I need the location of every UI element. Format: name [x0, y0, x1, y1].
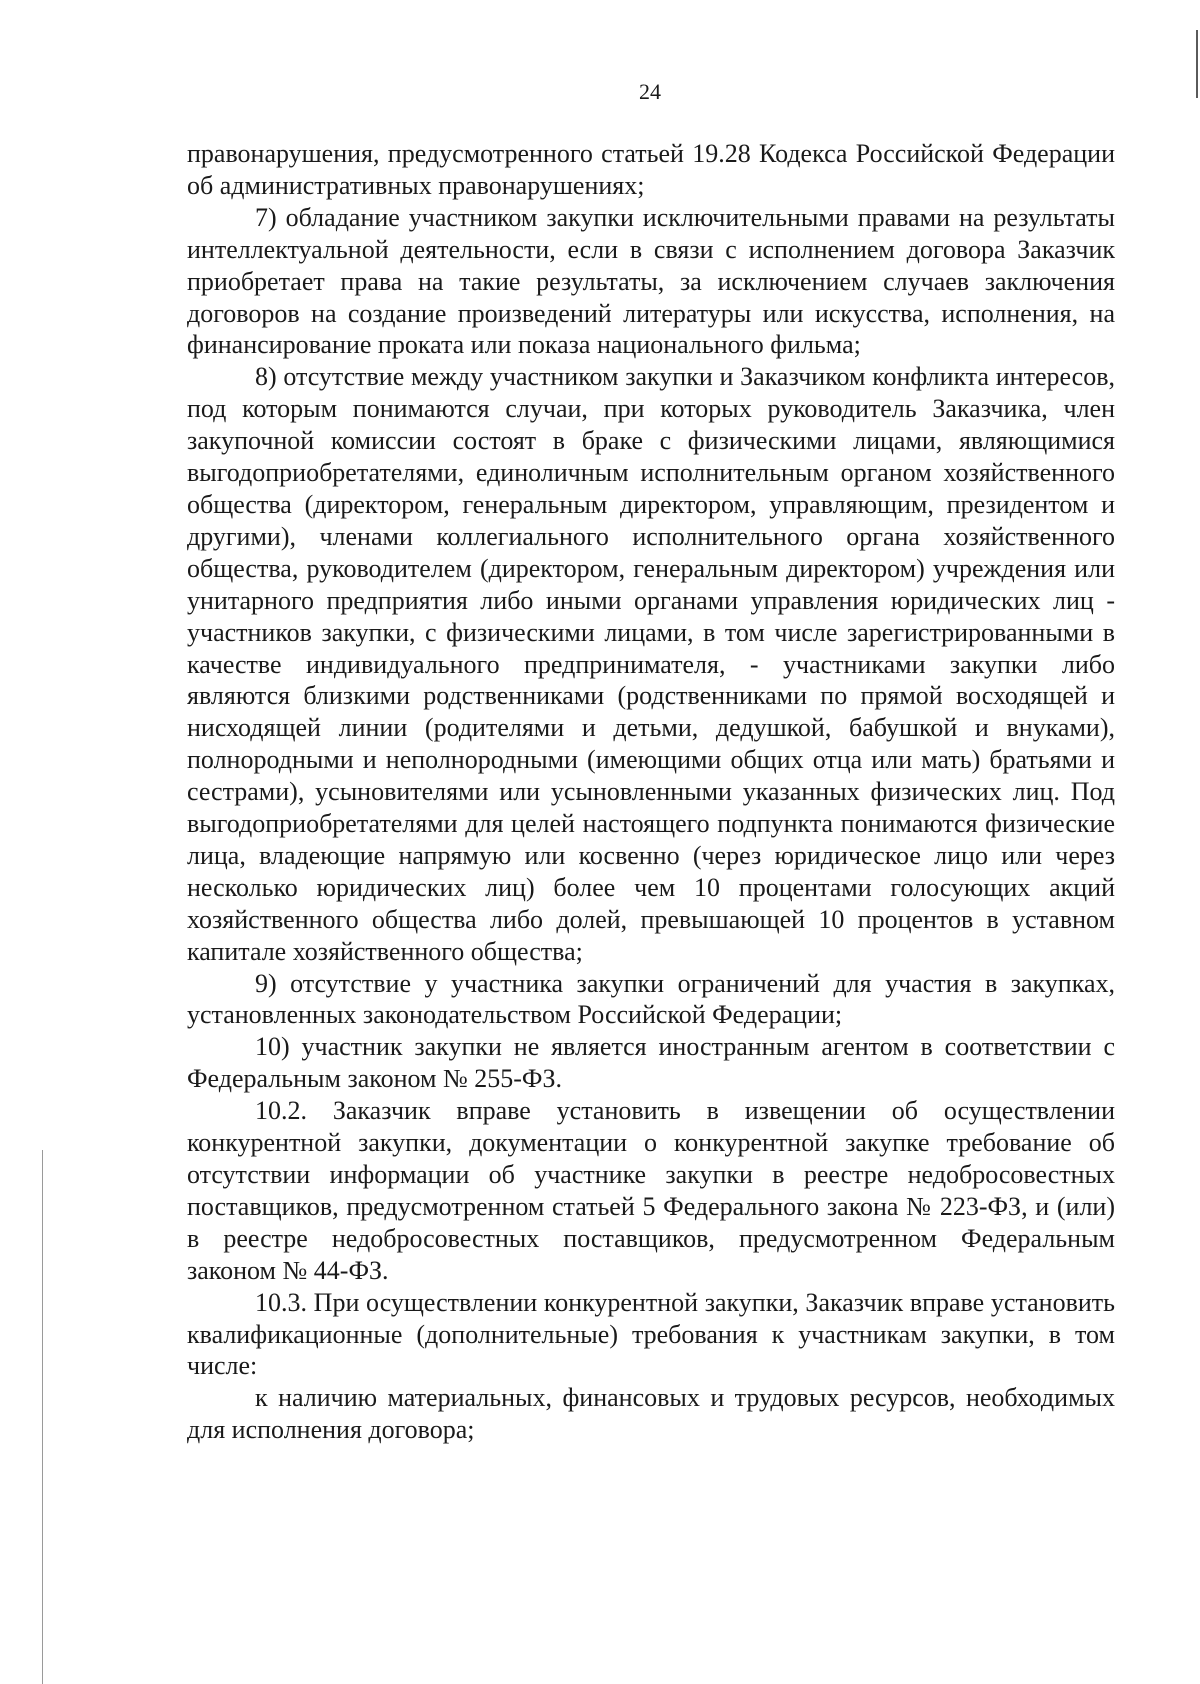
page-number: 24 [639, 79, 661, 104]
list-item-9: 9) отсутствие у участника закупки ограничений для участия в закупках, установленных законодательством Российской Федерации; [187, 968, 1115, 1030]
document-body [187, 138, 1115, 1446]
list-item-7: 7) обладание участником закупки исключительными правами на результаты интеллектуальной деятельности, если в связи с исполнением договора Заказчик приобретает права на такие результаты, за исключением случаев заключения договоров на создание произведений литературы или искусства, исполнения, на финансирование проката или показа национального фильма; [187, 202, 1115, 360]
requirement-item: к наличию материальных, финансовых и трудовых ресурсов, необходимых для исполнения договора; [187, 1383, 1115, 1445]
list-item-8: 8) отсутствие между участником закупки и Заказчиком конфликта интересов, под которым понимаются случаи, при которых руководитель Заказчика, член закупочной комиссии состоят в браке с физическими лицами, являющимися выгодоприобретателями, единоличным исполнительным органом хозяйственного общества (директором, генеральным директором, управляющим, президентом и другими), членами коллегиального исполнительного органа хозяйственного общества, руководителем (директором, генеральным директором) учреждения или унитарного предприятия либо иными органами управления юридических лиц - участников закупки, с физическими лицами, в том числе зарегистрированными в качестве индивидуального предпринимателя, - участниками закупки либо являются близкими родственниками (родственниками по прямой восходящей и нисходящей линии (родителями и детьми, дедушкой, бабушкой и внуками), полнородными и неполнородными (имеющими общих отца или мать) братьями и сестрами), усыновителями или усыновленными указанных физических лиц. Под выгодоприобретателями для целей настоящего подпункта понимаются физические лица, владеющие напрямую или косвенно (через юридическое лицо или через несколько юридических лиц) более чем 10 процентами голосующих акций хозяйственного общества либо долей, превышающей 10 процентов в уставном капитале хозяйственного общества; [187, 362, 1115, 966]
scan-edge-mark [42, 1150, 43, 1684]
clause-10-2: 10.2. Заказчик вправе установить в извещении об осуществлении конкурентной закупки, документации о конкурентной закупке требование об отсутствии информации об участнике закупки в реестре недобросовестных поставщиков, предусмотренном статьей 5 Федерального закона № 223-ФЗ, и (или) в реестре недобросовестных поставщиков, предусмотренном Федеральным законом № 44-ФЗ. [187, 1096, 1115, 1285]
clause-10-3: 10.3. При осуществлении конкурентной закупки, Заказчик вправе установить квалификационные (дополнительные) требования к участникам закупки, в том числе: [187, 1287, 1115, 1381]
list-item-10: 10) участник закупки не является иностранным агентом в соответствии с Федеральным законом № 255-ФЗ. [187, 1032, 1115, 1094]
paragraph-continuation: правонарушения, предусмотренного статьей 19.28 Кодекса Российской Федерации об административных правонарушениях; [187, 139, 1115, 200]
